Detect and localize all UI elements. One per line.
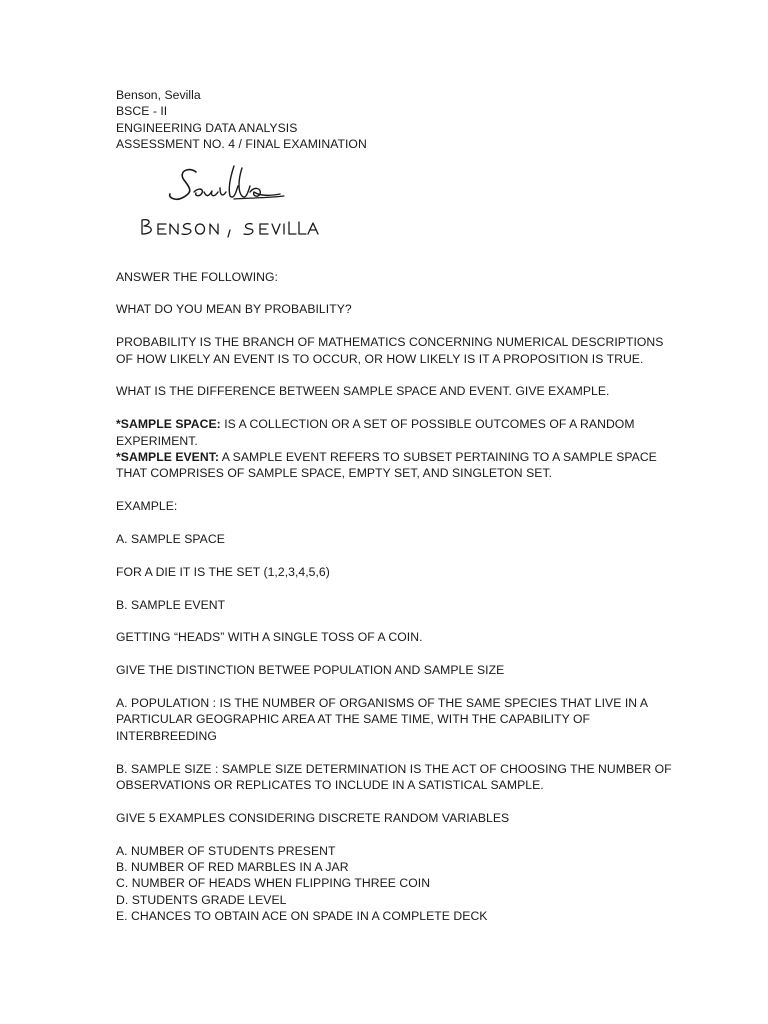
question-4: GIVE 5 EXAMPLES CONSIDERING DISCRETE RANDOM VARIABLES [116,810,510,825]
signature-script-stroke [194,188,226,196]
question-3: GIVE THE DISTINCTION BETWEE POPULATION AND SAMPLE SIZE [116,663,505,678]
sample-space-term: *SAMPLE SPACE: [116,417,221,432]
signature-image [138,158,328,238]
student-name: Benson, Sevilla [116,88,201,102]
signature-print-stroke [228,230,230,237]
sample-event-definition [116,449,656,465]
list-item: E. CHANCES TO OBTAIN ACE ON SPADE IN A COMPLETE DECK [116,909,488,924]
sample-space-def-line-2: EXPERIMENT. [116,433,198,448]
signature-script-stroke [170,170,196,200]
answer-1-line-1: PROBABILITY IS THE BRANCH OF MATHEMATICS CONCERNING NUMERICAL DESCRIPTIONS [116,335,664,350]
answer-1-line-2: OF HOW LIKELY AN EVENT IS TO OCCUR, OR HOW LIKELY IS IT A PROPOSITION IS TRUE. [116,351,644,366]
example-label: EXAMPLE: [116,499,178,514]
sample-size-line-1: B. SAMPLE SIZE : SAMPLE SIZE DETERMINATION IS THE ACT OF CHOOSING THE NUMBER OF [116,761,672,776]
assessment-title: ASSESSMENT NO. 4 / FINAL EXAMINATION [116,137,367,152]
signature-script-stroke [250,188,280,196]
population-line-1: A. POPULATION : IS THE NUMBER OF ORGANISMS OF THE SAME SPECIES THAT LIVE IN A [116,696,649,711]
list-item: C. NUMBER OF HEADS WHEN FLIPPING THREE COIN [116,876,431,891]
sample-space-def-text: IS A COLLECTION OR A SET OF POSSIBLE OUTCOMES OF A RANDOM [220,417,635,432]
list-item: A. NUMBER OF STUDENTS PRESENT [116,843,336,858]
population-line-3: INTERBREEDING [116,728,217,743]
example-b-detail: GETTING “HEADS” WITH A SINGLE TOSS OF A COIN. [116,630,423,645]
list-item: D. STUDENTS GRADE LEVEL [116,892,287,907]
population-line-2: PARTICULAR GEOGRAPHIC AREA AT THE SAME TIME, WITH THE CAPABILITY OF [116,712,591,727]
question-1: WHAT DO YOU MEAN BY PROBABILITY? [116,302,352,317]
signature-print-stroke [142,220,218,235]
course-year: BSCE - II [116,104,168,119]
signature-drawing [138,158,328,238]
example-a: A. SAMPLE SPACE [116,532,225,547]
question-2: WHAT IS THE DIFFERENCE BETWEEN SAMPLE SPACE AND EVENT. GIVE EXAMPLE. [116,384,610,399]
sample-event-def-line-2: THAT COMPRISES OF SAMPLE SPACE, EMPTY SET, AND SINGLETON SET. [116,466,553,481]
sample-event-def-text: A SAMPLE EVENT REFERS TO SUBSET PERTAINING TO A SAMPLE SPACE [218,450,657,465]
sample-size-line-2: OBSERVATIONS OR REPLICATES TO INCLUDE IN A SATISTICAL SAMPLE. [116,778,544,793]
list-item: B. NUMBER OF RED MARBLES IN A JAR [116,860,349,875]
example-b: B. SAMPLE EVENT [116,597,226,612]
signature-script-stroke [229,166,250,197]
sample-space-definition [116,416,656,432]
signature-print-stroke [244,222,318,234]
subject-title: ENGINEERING DATA ANALYSIS [116,120,298,135]
sample-event-term: *SAMPLE EVENT: [116,450,219,465]
example-a-detail: FOR A DIE IT IS THE SET (1,2,3,4,5,6) [116,564,330,579]
instruction: ANSWER THE FOLLOWING: [116,269,278,284]
